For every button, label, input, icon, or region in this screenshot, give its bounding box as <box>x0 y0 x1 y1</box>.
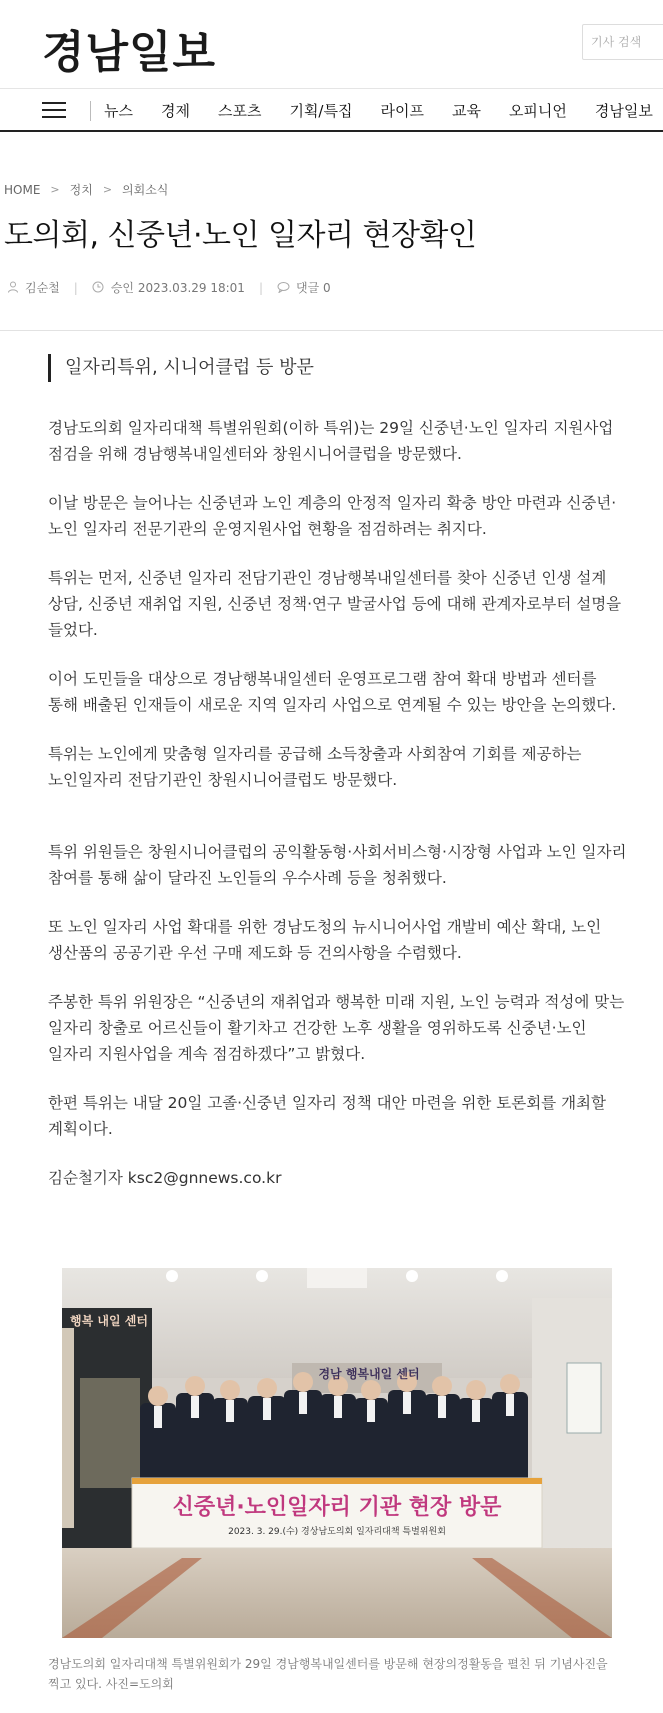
breadcrumb-politics[interactable]: 정치 <box>69 183 93 197</box>
breadcrumb-home[interactable]: HOME <box>4 182 41 197</box>
nav-item-opinion[interactable]: 오피니언 <box>508 101 567 120</box>
nav-item-features[interactable]: 기획/특집 <box>289 101 353 120</box>
search-input[interactable] <box>583 25 663 59</box>
meta-divider-line <box>0 330 663 331</box>
article-paragraph: 또 노인 일자리 사업 확대를 위한 경남도청의 뉴시니어사업 개발비 예산 확대, 노인 생산품의 공공기관 우선 구매 제도화 등 건의사항을 수렴했다. <box>48 918 602 962</box>
site-logo[interactable]: 경남일보 <box>42 27 217 78</box>
photo-banner-text: 신중년·노인일자리 기관 현장 방문 <box>172 1495 502 1520</box>
article-paragraph: 주봉한 특위 위원장은 “신중년의 재취업과 행복한 미래 지원, 노인 능력과 적성에 맞는 일자리 창출로 어르신들이 활기차고 건강한 노후 생활을 영위하도록 신중년·노인 일자리 지원사업을 계속 점검하겠다”고 밝혔다. <box>48 993 625 1063</box>
article-body <box>48 415 630 1191</box>
nav-divider <box>90 101 91 121</box>
article-subtitle: 일자리특위, 시니어클럽 등 방문 <box>48 354 314 382</box>
hamburger-menu-icon[interactable] <box>42 101 66 119</box>
comment-icon <box>277 281 290 294</box>
article-paragraph: 경남도의회 일자리대책 특별위원회(이하 특위)는 29일 신중년·노인 일자리 지원사업 점검을 위해 경남행복내일센터와 창원시니어클럽을 방문했다. <box>48 419 614 463</box>
site-header <box>0 0 663 88</box>
comment-count[interactable]: 댓글 0 <box>295 281 331 295</box>
nav-items <box>104 89 663 131</box>
photo-center-sign: 경남 행복내일 센터 <box>318 1367 420 1381</box>
approved-datetime: 승인 2023.03.29 18:01 <box>110 281 245 295</box>
chevron-right-icon: > <box>102 183 113 196</box>
main-nav <box>0 88 663 132</box>
meta-divider: | <box>258 280 263 295</box>
search-box[interactable] <box>582 24 663 60</box>
nav-item-life[interactable]: 라이프 <box>380 101 424 120</box>
article-paragraph: 한편 특위는 내달 20일 고졸·신중년 일자리 정책 대안 마련을 위한 토론회를 개최할 계획이다. <box>48 1094 606 1138</box>
article-meta <box>6 279 331 296</box>
nav-item-news[interactable]: 뉴스 <box>104 101 133 120</box>
article-title: 도의회, 신중년·노인 일자리 현장확인 <box>4 218 477 253</box>
author-name[interactable]: 김순철 <box>25 281 60 295</box>
photo-caption: 경남도의회 일자리대책 특별위원회가 29일 경남행복내일센터를 방문해 현장의정활동을 펼친 뒤 기념사진을 찍고 있다. 사진=도의회 <box>48 1657 608 1691</box>
nav-item-economy[interactable]: 경제 <box>160 101 190 120</box>
breadcrumb-council[interactable]: 의회소식 <box>122 183 169 197</box>
byline-email: 김순철기자 ksc2@gnnews.co.kr <box>48 1169 282 1187</box>
user-icon <box>6 281 19 294</box>
article-paragraph: 특위 위원들은 창원시니어클럽의 공익활동형·사회서비스형·시장형 사업과 노인 일자리 참여를 통해 삶이 달라진 노인들의 우수사례 등을 청취했다. <box>48 843 627 887</box>
nav-item-sports[interactable]: 스포츠 <box>217 101 262 120</box>
article-photo[interactable] <box>62 1268 612 1638</box>
photo-side-sign: 행복 내일 센터 <box>70 1314 148 1328</box>
chevron-right-icon: > <box>50 183 60 196</box>
nav-item-gnnews[interactable]: 경남일보 <box>594 101 653 120</box>
clock-icon <box>92 281 105 294</box>
article-paragraph: 특위는 노인에게 맞춤형 일자리를 공급해 소득창출과 사회참여 기회를 제공하는 노인일자리 전담기관인 창원시니어클럽도 방문했다. <box>48 745 582 789</box>
nav-item-education[interactable]: 교육 <box>451 101 481 120</box>
meta-divider: | <box>73 280 78 295</box>
photo-banner-subtext: 2023. 3. 29.(수) 경상남도의회 일자리대책 특별위원회 <box>228 1527 446 1537</box>
article-paragraph: 특위는 먼저, 신중년 일자리 전담기관인 경남행복내일센터를 찾아 신중년 인생 설계 상담, 신중년 재취업 지원, 신중년 정책·연구 발굴사업 등에 대해 관계자로부터 설명을 들었다. <box>48 569 622 639</box>
article-paragraph: 이날 방문은 늘어나는 신중년과 노인 계층의 안정적 일자리 확충 방안 마련과 신중년·노인 일자리 전문기관의 운영지원사업 현황을 점검하려는 취지다. <box>48 494 617 538</box>
breadcrumb <box>4 181 168 198</box>
article-paragraph: 이어 도민들을 대상으로 경남행복내일센터 운영프로그램 참여 확대 방법과 센터를 통해 배출된 인재들이 새로운 지역 일자리 사업으로 연계될 수 있는 방안을 논의했다. <box>48 670 617 714</box>
